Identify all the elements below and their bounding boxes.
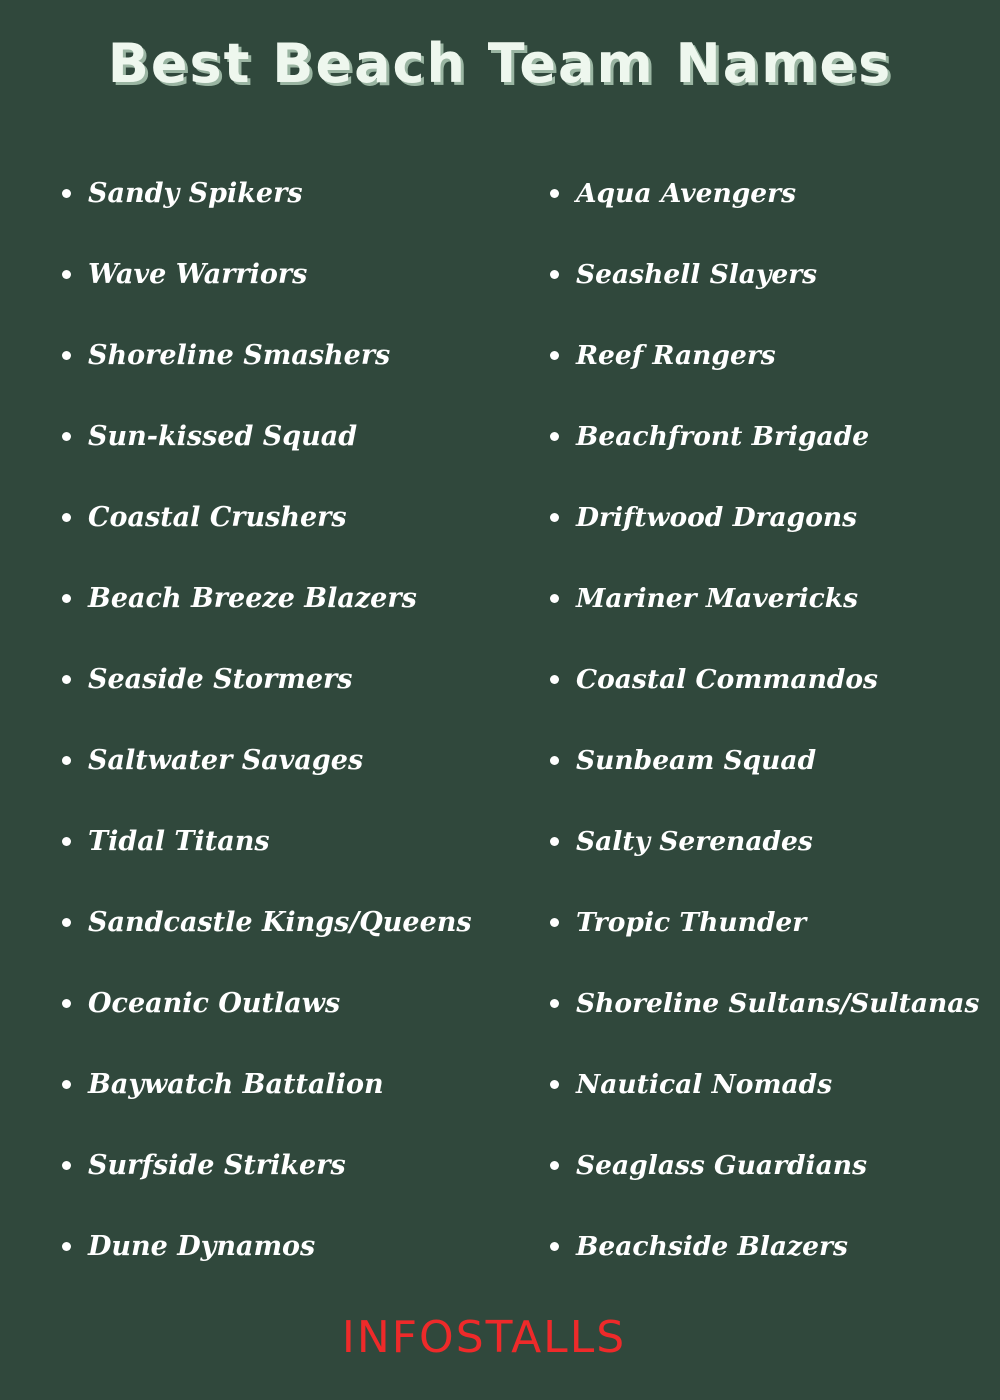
list-item xyxy=(548,1206,988,1287)
list-item-label: Surfside Strikers xyxy=(88,1150,346,1181)
list-item-label: Sandy Spikers xyxy=(88,178,303,209)
list-item xyxy=(548,315,988,396)
brand-logo-text: INFOSTALLS xyxy=(341,1312,627,1363)
list-item xyxy=(548,963,988,1044)
bullet-icon xyxy=(550,918,559,927)
list-item xyxy=(60,1044,510,1125)
bullet-icon xyxy=(550,756,559,765)
list-item xyxy=(548,153,988,234)
list-item xyxy=(548,639,988,720)
list-item xyxy=(548,801,988,882)
list-item xyxy=(60,558,510,639)
list-item-label: Sandcastle Kings/Queens xyxy=(88,907,472,938)
page-title: Best Beach Team Names xyxy=(107,32,893,95)
list-item xyxy=(60,963,510,1044)
bullet-icon xyxy=(62,432,71,441)
list-item-label: Driftwood Dragons xyxy=(576,502,858,533)
list-item xyxy=(548,234,988,315)
list-item-label: Aqua Avengers xyxy=(576,178,797,209)
list-item-label: Coastal Commandos xyxy=(576,664,878,695)
bullet-icon xyxy=(62,1080,71,1089)
bullet-icon xyxy=(62,675,71,684)
list-item-label: Seaglass Guardians xyxy=(576,1150,867,1181)
list-item-label: Mariner Mavericks xyxy=(576,583,859,614)
bullet-icon xyxy=(62,999,71,1008)
list-item xyxy=(548,396,988,477)
bullet-icon xyxy=(62,1161,71,1170)
list-item xyxy=(60,1125,510,1206)
bullet-icon xyxy=(550,1161,559,1170)
list-item-label: Baywatch Battalion xyxy=(88,1069,384,1100)
list-item-label: Shoreline Smashers xyxy=(88,340,391,371)
bullet-icon xyxy=(550,675,559,684)
right-name-list xyxy=(548,153,988,1287)
list-item-label: Sun-kissed Squad xyxy=(88,421,358,452)
list-item xyxy=(60,801,510,882)
bullet-icon xyxy=(62,351,71,360)
list-item-label: Saltwater Savages xyxy=(88,745,364,776)
bullet-icon xyxy=(550,1080,559,1089)
list-item xyxy=(548,477,988,558)
bullet-icon xyxy=(550,513,559,522)
list-item xyxy=(60,396,510,477)
bullet-icon xyxy=(62,594,71,603)
list-item xyxy=(60,720,510,801)
bullet-icon xyxy=(62,918,71,927)
list-item-label: Beachside Blazers xyxy=(576,1231,848,1262)
bullet-icon xyxy=(550,594,559,603)
list-item-label: Dune Dynamos xyxy=(88,1231,316,1262)
bullet-icon xyxy=(550,837,559,846)
bullet-icon xyxy=(62,1242,71,1251)
list-item xyxy=(60,477,510,558)
list-item xyxy=(548,1044,988,1125)
list-item xyxy=(60,315,510,396)
list-item-label: Seaside Stormers xyxy=(88,664,353,695)
bullet-icon xyxy=(62,189,71,198)
list-item-label: Beachfront Brigade xyxy=(576,421,870,452)
bullet-icon xyxy=(550,270,559,279)
list-item xyxy=(548,1125,988,1206)
list-item xyxy=(548,558,988,639)
left-name-list xyxy=(60,153,510,1287)
list-item-label: Salty Serenades xyxy=(576,826,813,857)
list-item xyxy=(548,720,988,801)
bullet-icon xyxy=(550,432,559,441)
list-item xyxy=(60,882,510,963)
bullet-icon xyxy=(62,756,71,765)
list-item xyxy=(60,234,510,315)
list-item xyxy=(60,153,510,234)
bullet-icon xyxy=(62,270,71,279)
list-item-label: Oceanic Outlaws xyxy=(88,988,341,1019)
list-item-label: Tidal Titans xyxy=(88,826,270,857)
list-item-label: Nautical Nomads xyxy=(576,1069,833,1100)
list-item-label: Sunbeam Squad xyxy=(576,745,817,776)
list-item-label: Tropic Thunder xyxy=(576,907,807,938)
bullet-icon xyxy=(62,513,71,522)
list-item-label: Shoreline Sultans/Sultanas xyxy=(576,988,980,1019)
bullet-icon xyxy=(550,351,559,360)
list-item-label: Wave Warriors xyxy=(88,259,308,290)
list-item-label: Beach Breeze Blazers xyxy=(88,583,417,614)
list-item-label: Reef Rangers xyxy=(576,340,776,371)
list-item-label: Coastal Crushers xyxy=(88,502,347,533)
bullet-icon xyxy=(550,999,559,1008)
list-item-label: Seashell Slayers xyxy=(576,259,818,290)
bullet-icon xyxy=(550,189,559,198)
bullet-icon xyxy=(550,1242,559,1251)
list-item xyxy=(548,882,988,963)
bullet-icon xyxy=(62,837,71,846)
list-item xyxy=(60,639,510,720)
list-item xyxy=(60,1206,510,1287)
